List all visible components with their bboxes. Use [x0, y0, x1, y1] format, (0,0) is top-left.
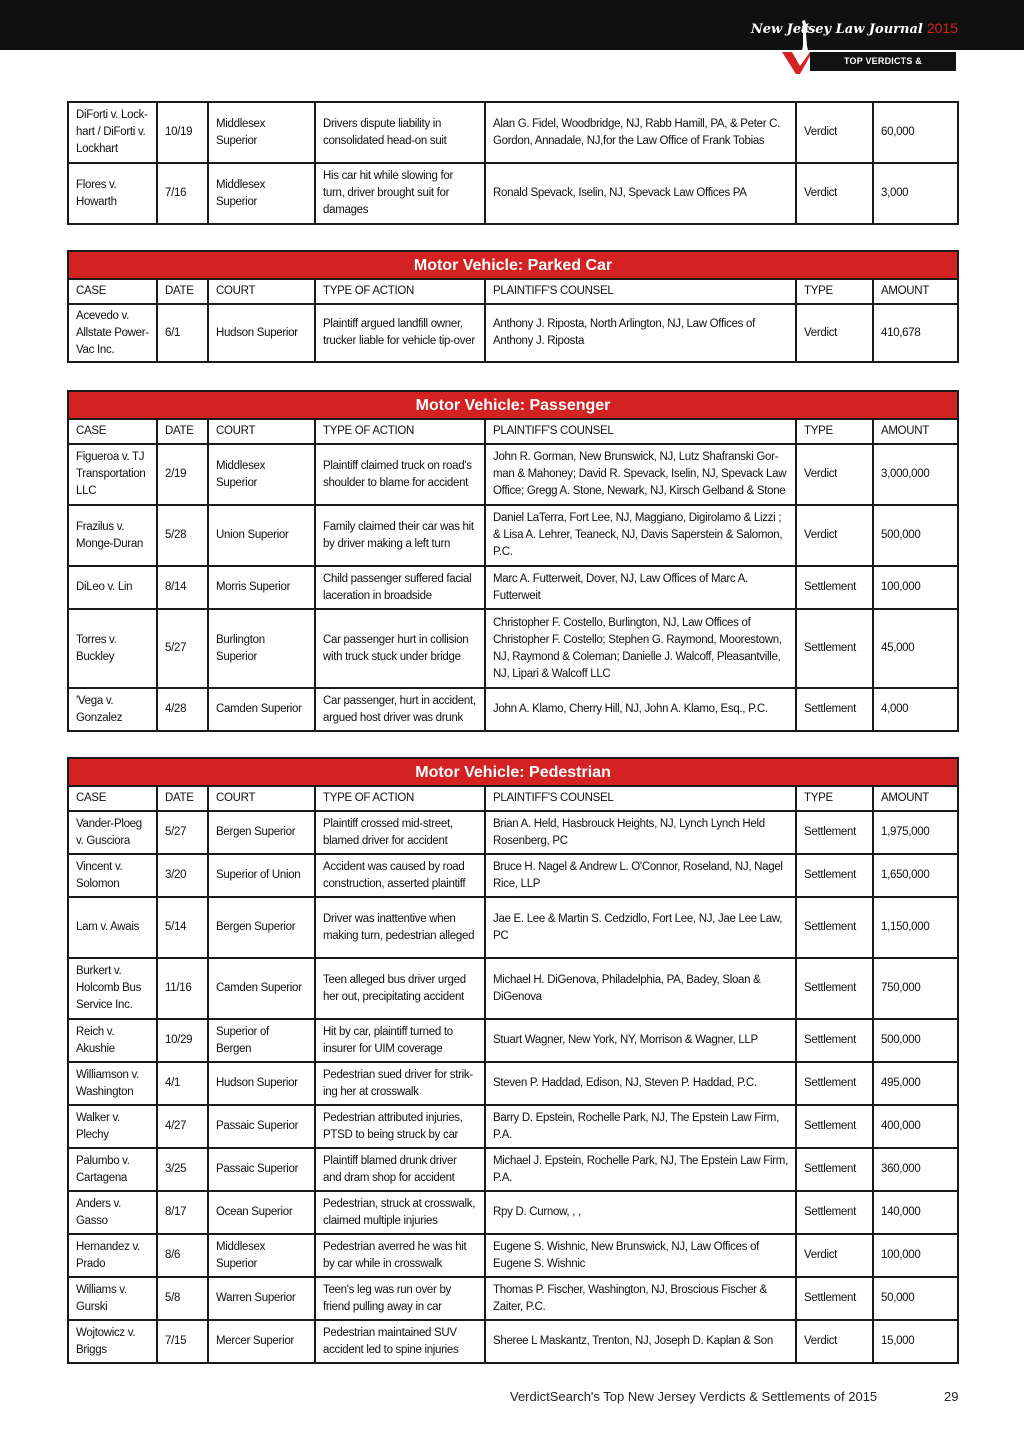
column-header: CASE	[68, 419, 157, 444]
publication-name: New Jersey Law Journal	[750, 22, 923, 37]
column-header: CASE	[68, 786, 157, 811]
cell-date: 3/25	[157, 1148, 208, 1191]
cell-court: Camden Superior	[208, 688, 315, 731]
column-header-row	[68, 786, 958, 811]
table-row	[68, 304, 958, 362]
cell-amount: 500,000	[873, 505, 958, 566]
cell-action: Drivers dispute liability in consolidated head-on suit	[315, 102, 485, 163]
table-row	[68, 688, 958, 731]
cell-date: 5/14	[157, 897, 208, 958]
cell-court: Passaic Superior	[208, 1105, 315, 1148]
chevron-logo-icon	[782, 52, 810, 74]
cell-case: Williams v. Gurski	[68, 1277, 157, 1320]
table-row	[68, 566, 958, 609]
cell-amount: 1,975,000	[873, 811, 958, 854]
cell-counsel: John R. Gorman, New Brunswick, NJ, Lutz Shafranski Gor-man & Mahoney; David R. Spevack, Iselin, NJ, Spevack Law Office; Gregg A. Stone, Newark, NJ, Kirsch Gelband & Stone	[485, 444, 796, 505]
table-row	[68, 163, 958, 224]
table-row	[68, 102, 958, 163]
cell-case: DiLeo v. Lin	[68, 566, 157, 609]
cell-court: Warren Superior	[208, 1277, 315, 1320]
cell-date: 10/29	[157, 1019, 208, 1062]
cell-action: Plaintiff crossed mid-street, blamed driver for accident	[315, 811, 485, 854]
cell-court: Morris Superior	[208, 566, 315, 609]
cell-court: Superior of Bergen	[208, 1019, 315, 1062]
cell-date: 8/14	[157, 566, 208, 609]
cell-amount: 500,000	[873, 1019, 958, 1062]
cell-date: 11/16	[157, 958, 208, 1019]
column-header: TYPE	[796, 786, 873, 811]
table-row	[68, 897, 958, 958]
cell-type: Verdict	[796, 444, 873, 505]
cell-action: His car hit while slowing for turn, driver brought suit for damages	[315, 163, 485, 224]
cell-amount: 1,150,000	[873, 897, 958, 958]
cell-case: DiForti v. Lock-hart / DiForti v. Lockhart	[68, 102, 157, 163]
cell-date: 5/27	[157, 811, 208, 854]
cell-date: 4/28	[157, 688, 208, 731]
cell-action: Hit by car, plaintiff turned to insurer for UIM coverage	[315, 1019, 485, 1062]
cell-action: Plaintiff argued landfill owner, trucker liable for vehicle tip-over	[315, 304, 485, 362]
column-header: TYPE	[796, 419, 873, 444]
cell-case: Torres v. Buckley	[68, 609, 157, 688]
cell-court: Ocean Superior	[208, 1191, 315, 1234]
section-pedestrian	[67, 757, 957, 1364]
cell-amount: 495,000	[873, 1062, 958, 1105]
cell-case: Frazilus v. Monge-Duran	[68, 505, 157, 566]
cell-case: Anders v. Gasso	[68, 1191, 157, 1234]
cell-type: Verdict	[796, 163, 873, 224]
column-header: COURT	[208, 279, 315, 304]
section-parked-car	[67, 250, 957, 363]
column-header: COURT	[208, 786, 315, 811]
section-title: Motor Vehicle: Parked Car	[68, 251, 958, 279]
cell-counsel: Steven P. Haddad, Edison, NJ, Steven P. Haddad, P.C.	[485, 1062, 796, 1105]
cell-action: Driver was inattentive when making turn, pedestrian alleged	[315, 897, 485, 958]
cell-action: Child passenger suffered facial laceration in broadside	[315, 566, 485, 609]
cell-type: Settlement	[796, 1105, 873, 1148]
column-header: PLAINTIFF'S COUNSEL	[485, 419, 796, 444]
section-title: Motor Vehicle: Pedestrian	[68, 758, 958, 786]
cell-action: Teen alleged bus driver urged her out, precipitating accident	[315, 958, 485, 1019]
table-row	[68, 1234, 958, 1277]
table-row	[68, 958, 958, 1019]
cell-case: 'Vega v. Gonzalez	[68, 688, 157, 731]
cell-amount: 140,000	[873, 1191, 958, 1234]
cell-amount: 50,000	[873, 1277, 958, 1320]
cell-date: 5/28	[157, 505, 208, 566]
cell-type: Settlement	[796, 566, 873, 609]
cell-court: Hudson Superior	[208, 304, 315, 362]
cell-case: Walker v. Plechy	[68, 1105, 157, 1148]
cell-type: Verdict	[796, 1234, 873, 1277]
cell-date: 8/6	[157, 1234, 208, 1277]
cell-counsel: Daniel LaTerra, Fort Lee, NJ, Maggiano, Digirolamo & Lizzi ; & Lisa A. Lehrer, Teaneck, NJ, Davis Saperstein & Salomon, P.C.	[485, 505, 796, 566]
column-header: DATE	[157, 419, 208, 444]
page-number: 29	[944, 1389, 959, 1404]
table-row	[68, 1277, 958, 1320]
cell-counsel: Stuart Wagner, New York, NY, Morrison & Wagner, LLP	[485, 1019, 796, 1062]
cell-type: Settlement	[796, 854, 873, 897]
cell-action: Accident was caused by road construction, asserted plaintiff	[315, 854, 485, 897]
table-row	[68, 444, 958, 505]
cell-date: 3/20	[157, 854, 208, 897]
cell-case: Williamson v. Washington	[68, 1062, 157, 1105]
cell-amount: 45,000	[873, 609, 958, 688]
table-row	[68, 1191, 958, 1234]
cell-counsel: Barry D. Epstein, Rochelle Park, NJ, The Epstein Law Firm, P.A.	[485, 1105, 796, 1148]
column-header: TYPE OF ACTION	[315, 279, 485, 304]
cell-court: Burlington Superior	[208, 609, 315, 688]
cell-amount: 100,000	[873, 1234, 958, 1277]
section-title: Motor Vehicle: Passenger	[68, 391, 958, 419]
cell-counsel: Michael H. DiGenova, Philadelphia, PA, Badey, Sloan & DiGenova	[485, 958, 796, 1019]
section-passenger	[67, 390, 957, 732]
cell-court: Mercer Superior	[208, 1320, 315, 1363]
cell-court: Middlesex Superior	[208, 163, 315, 224]
cell-type: Settlement	[796, 1191, 873, 1234]
cell-action: Car passenger hurt in collision with truck stuck under bridge	[315, 609, 485, 688]
cell-case: Vincent v. Solomon	[68, 854, 157, 897]
column-header: DATE	[157, 279, 208, 304]
cell-amount: 100,000	[873, 566, 958, 609]
column-header: TYPE	[796, 279, 873, 304]
cell-counsel: Jae E. Lee & Martin S. Cedzidlo, Fort Lee, NJ, Jae Lee Law, PC	[485, 897, 796, 958]
cell-case: Lam v. Awais	[68, 897, 157, 958]
cell-action: Pedestrian attributed injuries, PTSD to being struck by car	[315, 1105, 485, 1148]
cell-case: Burkert v. Holcomb Bus Service Inc.	[68, 958, 157, 1019]
cell-court: Middlesex Superior	[208, 102, 315, 163]
cell-date: 5/8	[157, 1277, 208, 1320]
cell-type: Verdict	[796, 1320, 873, 1363]
cell-type: Settlement	[796, 609, 873, 688]
cell-amount: 1,650,000	[873, 854, 958, 897]
cell-amount: 3,000	[873, 163, 958, 224]
cell-counsel: Marc A. Futterweit, Dover, NJ, Law Offices of Marc A. Futterweit	[485, 566, 796, 609]
publication-brand	[751, 20, 958, 37]
column-header: AMOUNT	[873, 419, 958, 444]
column-header: AMOUNT	[873, 279, 958, 304]
cell-counsel: Thomas P. Fischer, Washington, NJ, Broscious Fischer & Zaiter, P.C.	[485, 1277, 796, 1320]
cell-type: Settlement	[796, 1148, 873, 1191]
cell-type: Settlement	[796, 1277, 873, 1320]
cell-court: Bergen Superior	[208, 897, 315, 958]
cell-action: Teen's leg was run over by friend pulling away in car	[315, 1277, 485, 1320]
cell-action: Plaintiff claimed truck on road's shoulder to blame for accident	[315, 444, 485, 505]
cell-counsel: Christopher F. Costello, Burlington, NJ, Law Offices of Christopher F. Costello; Stephen G. Raymond, Moorestown, NJ, Raymond & Coleman; Danielle J. Walcoff, Pleasantville, NJ, Lipari & Walcoff LLC	[485, 609, 796, 688]
cell-court: Union Superior	[208, 505, 315, 566]
continued-table	[67, 101, 957, 225]
column-header: TYPE OF ACTION	[315, 419, 485, 444]
column-header-row	[68, 419, 958, 444]
cell-case: Wojtowicz v. Briggs	[68, 1320, 157, 1363]
column-header: DATE	[157, 786, 208, 811]
cell-action: Pedestrian maintained SUV accident led to spine injuries	[315, 1320, 485, 1363]
cell-amount: 4,000	[873, 688, 958, 731]
table-row	[68, 811, 958, 854]
column-header: AMOUNT	[873, 786, 958, 811]
cell-action: Plaintiff blamed drunk driver and dram shop for accident	[315, 1148, 485, 1191]
table-row	[68, 505, 958, 566]
table-row	[68, 1062, 958, 1105]
cell-amount: 400,000	[873, 1105, 958, 1148]
cell-date: 7/16	[157, 163, 208, 224]
cell-action: Car passenger, hurt in accident, argued host driver was drunk	[315, 688, 485, 731]
subtitle-banner: TOP VERDICTS & SETTLEMENTS NJ	[810, 52, 956, 71]
cell-date: 4/27	[157, 1105, 208, 1148]
cell-counsel: Eugene S. Wishnic, New Brunswick, NJ, Law Offices of Eugene S. Wishnic	[485, 1234, 796, 1277]
cell-counsel: Brian A. Held, Hasbrouck Heights, NJ, Lynch Lynch Held Rosenberg, PC	[485, 811, 796, 854]
cell-counsel: Anthony J. Riposta, North Arlington, NJ, Law Offices of Anthony J. Riposta	[485, 304, 796, 362]
table-row	[68, 609, 958, 688]
cell-type: Settlement	[796, 811, 873, 854]
cell-counsel: Ronald Spevack, Iselin, NJ, Spevack Law Offices PA	[485, 163, 796, 224]
cell-court: Camden Superior	[208, 958, 315, 1019]
cell-counsel: Alan G. Fidel, Woodbridge, NJ, Rabb Hamill, PA, & Peter C. Gordon, Annadale, NJ,for the Law Office of Frank Tobias	[485, 102, 796, 163]
cell-case: Vander-Ploeg v. Gusciora	[68, 811, 157, 854]
cell-date: 10/19	[157, 102, 208, 163]
cell-court: Superior of Union	[208, 854, 315, 897]
cell-case: Palumbo v. Cartagena	[68, 1148, 157, 1191]
cell-amount: 750,000	[873, 958, 958, 1019]
cell-counsel: Bruce H. Nagel & Andrew L. O'Connor, Roseland, NJ, Nagel Rice, LLP	[485, 854, 796, 897]
cell-date: 8/17	[157, 1191, 208, 1234]
publication-year: 2015	[926, 20, 958, 36]
cell-type: Settlement	[796, 1019, 873, 1062]
cell-court: Passaic Superior	[208, 1148, 315, 1191]
cell-date: 2/19	[157, 444, 208, 505]
table-row	[68, 1320, 958, 1363]
cell-court: Middlesex Superior	[208, 1234, 315, 1277]
cell-action: Pedestrian, struck at crosswalk, claimed multiple injuries	[315, 1191, 485, 1234]
cell-date: 7/15	[157, 1320, 208, 1363]
cell-date: 6/1	[157, 304, 208, 362]
cell-date: 5/27	[157, 609, 208, 688]
table-row	[68, 854, 958, 897]
footer-text: VerdictSearch's Top New Jersey Verdicts & Settlements of 2015	[510, 1389, 878, 1404]
column-header: PLAINTIFF'S COUNSEL	[485, 279, 796, 304]
cell-type: Verdict	[796, 102, 873, 163]
column-header: PLAINTIFF'S COUNSEL	[485, 786, 796, 811]
cell-type: Settlement	[796, 958, 873, 1019]
column-header: TYPE OF ACTION	[315, 786, 485, 811]
cell-type: Settlement	[796, 1062, 873, 1105]
cell-case: Figueroa v. TJ Transportation LLC	[68, 444, 157, 505]
cell-counsel: Sheree L Maskantz, Trenton, NJ, Joseph D. Kaplan & Son	[485, 1320, 796, 1363]
cell-amount: 360,000	[873, 1148, 958, 1191]
table-row	[68, 1148, 958, 1191]
cell-type: Settlement	[796, 897, 873, 958]
cell-action: Pedestrian averred he was hit by car while in crosswalk	[315, 1234, 485, 1277]
cell-counsel: John A. Klamo, Cherry Hill, NJ, John A. Klamo, Esq., P.C.	[485, 688, 796, 731]
cell-counsel: Rpy D. Curnow, , ,	[485, 1191, 796, 1234]
cell-amount: 60,000	[873, 102, 958, 163]
cell-type: Verdict	[796, 304, 873, 362]
cell-case: Acevedo v. Allstate Power-Vac Inc.	[68, 304, 157, 362]
cell-type: Settlement	[796, 688, 873, 731]
cell-action: Pedestrian sued driver for strik-ing her at crosswalk	[315, 1062, 485, 1105]
column-header: CASE	[68, 279, 157, 304]
cell-case: Flores v. Howarth	[68, 163, 157, 224]
cell-case: Reich v. Akushie	[68, 1019, 157, 1062]
cell-amount: 15,000	[873, 1320, 958, 1363]
cell-action: Family claimed their car was hit by driver making a left turn	[315, 505, 485, 566]
cell-amount: 410,678	[873, 304, 958, 362]
cell-type: Verdict	[796, 505, 873, 566]
cell-court: Middlesex Superior	[208, 444, 315, 505]
cell-court: Bergen Superior	[208, 811, 315, 854]
table-row	[68, 1105, 958, 1148]
cell-court: Hudson Superior	[208, 1062, 315, 1105]
column-header: COURT	[208, 419, 315, 444]
column-header-row	[68, 279, 958, 304]
cell-date: 4/1	[157, 1062, 208, 1105]
cell-counsel: Michael J. Epstein, Rochelle Park, NJ, The Epstein Law Firm, P.A.	[485, 1148, 796, 1191]
table-row	[68, 1019, 958, 1062]
cell-amount: 3,000,000	[873, 444, 958, 505]
cell-case: Hernandez v. Prado	[68, 1234, 157, 1277]
